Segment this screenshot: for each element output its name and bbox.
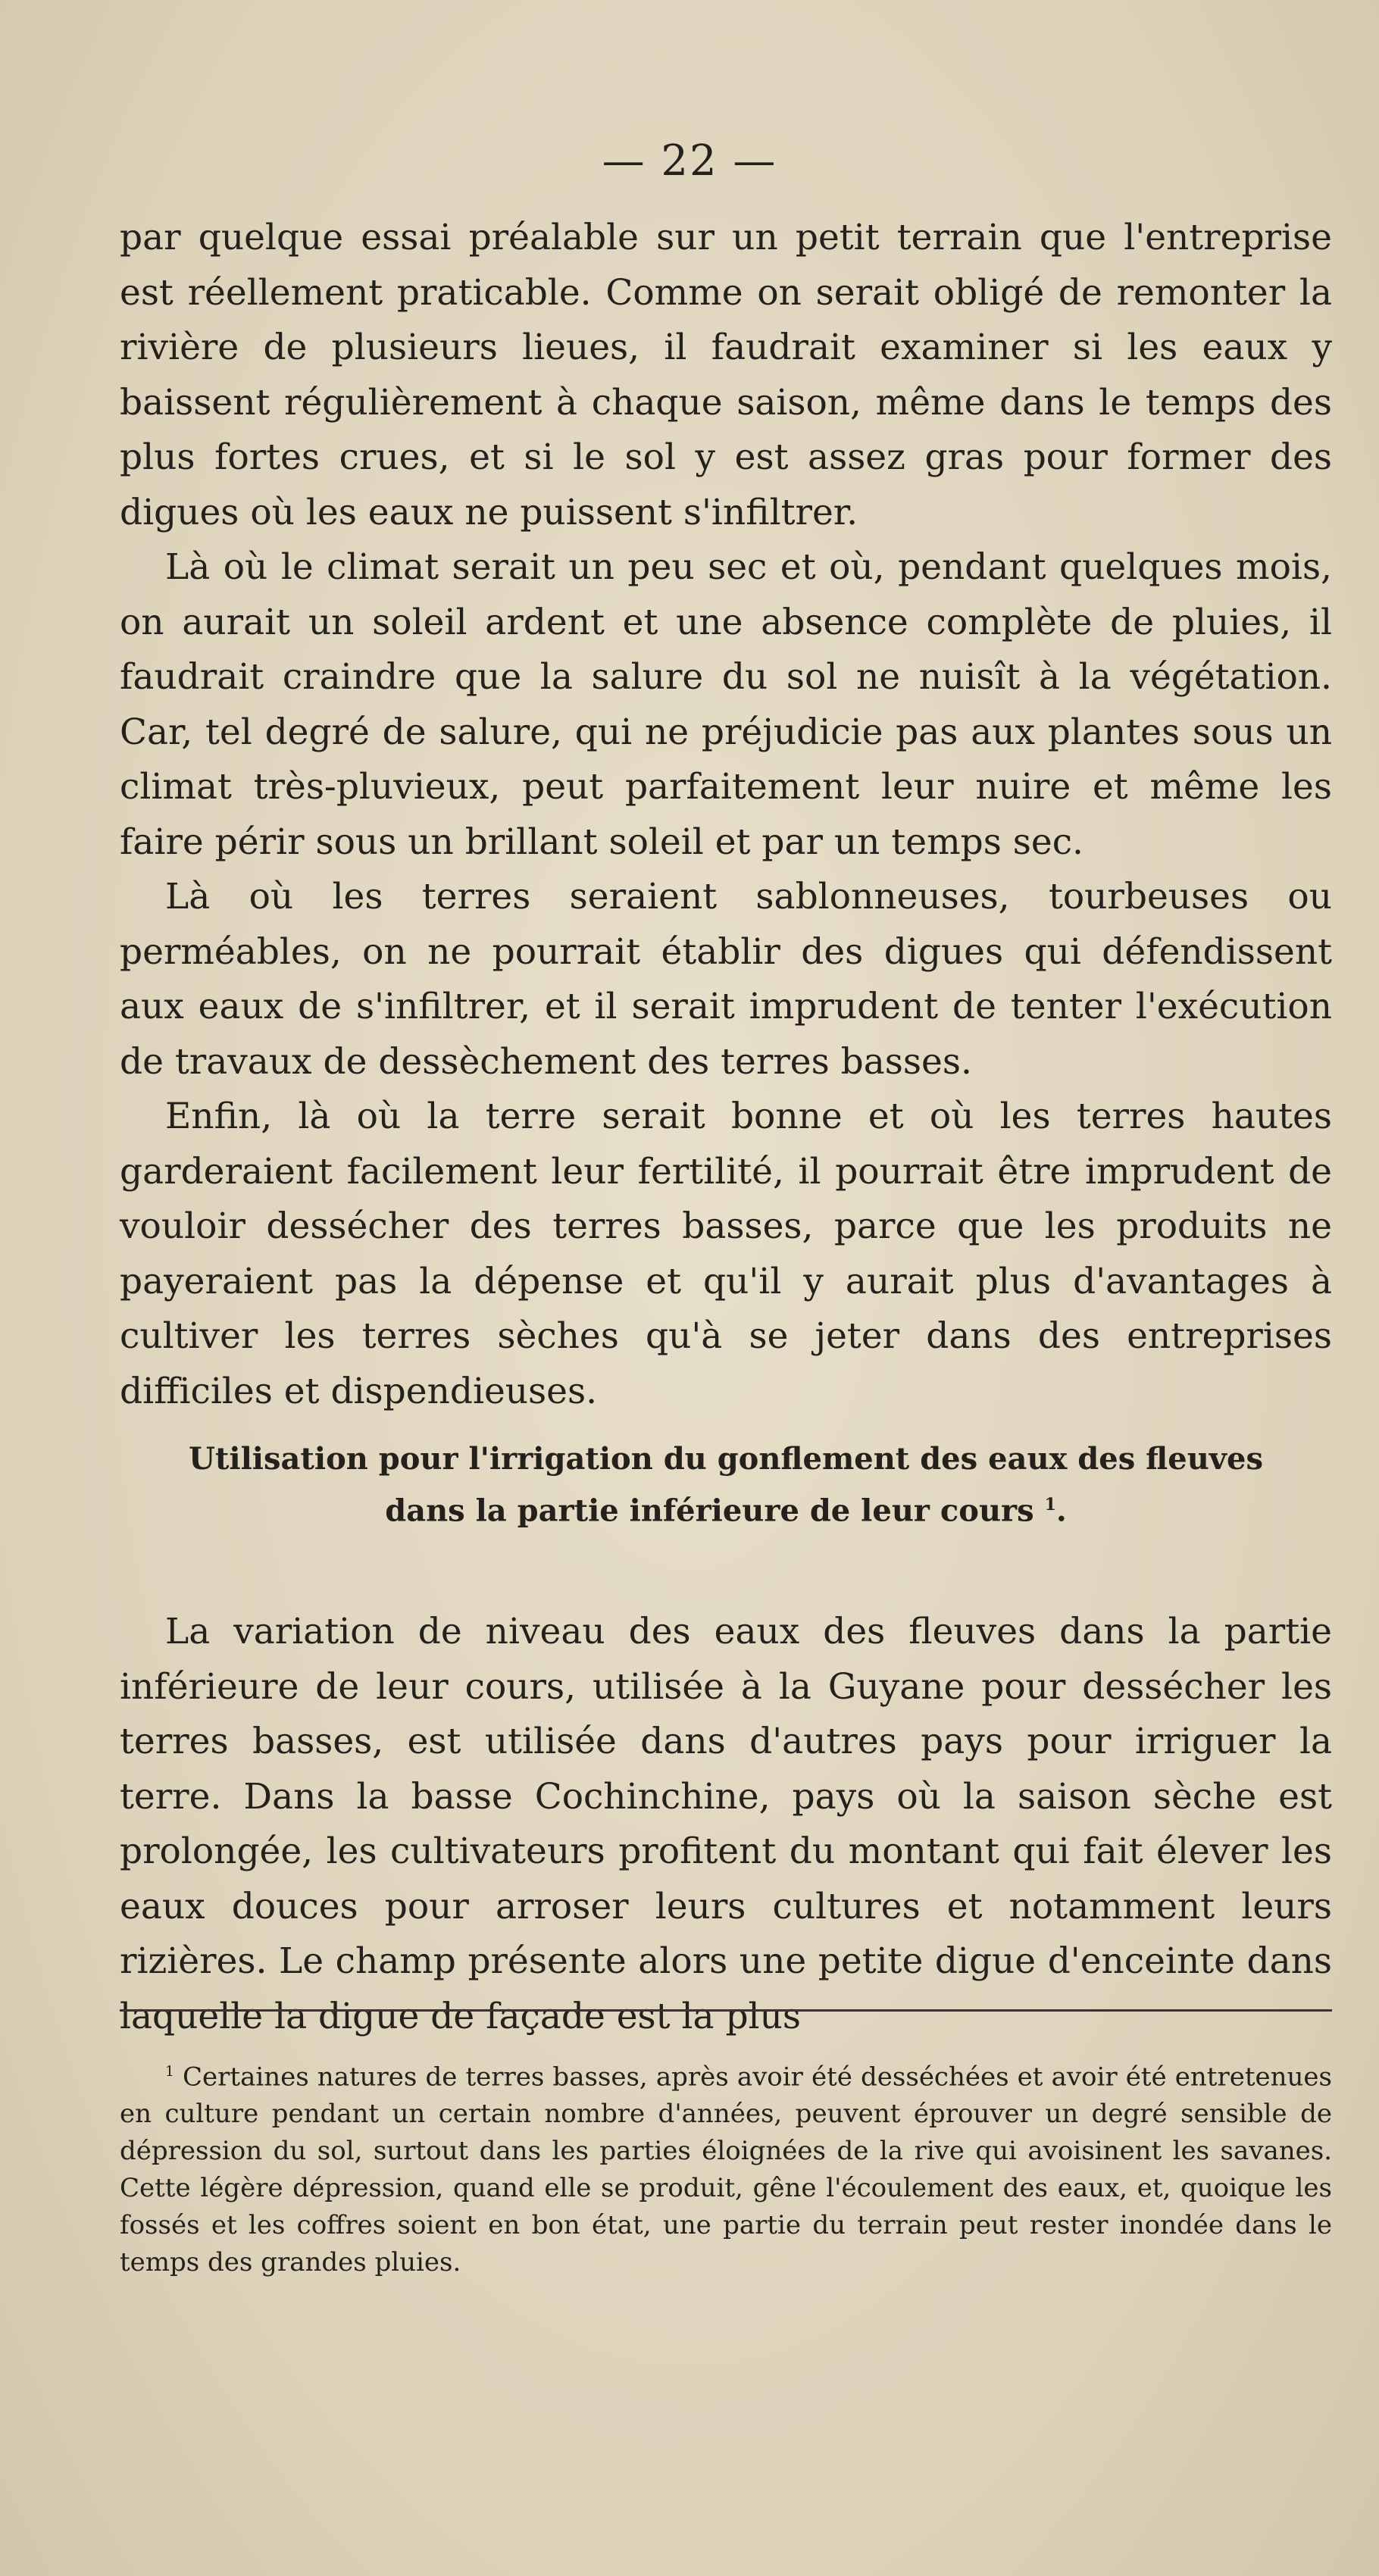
- paragraph-4: Enfin, là où la terre serait bonne et où les terres hautes garderaient facilement leur fertilité, il pourrait être imprudent de vouloir dessécher des terres basses, parce que les produits ne payeraient pas la dépense et qu'il y aurait plus d'avantages à cultiver les terres sèches qu'à se jeter dans des entreprises difficiles et dispendieuses.: [120, 1096, 1332, 1412]
- paragraph-2: Là où le climat serait un peu sec et où, pendant quelques mois, on aurait un soleil ardent et une absence complète de pluies, il faudrait craindre que la salure du sol ne nuisît à la végétation. Car, tel degré de salure, qui ne préjudicie pas aux plantes sous un climat très-pluvieux, peut parfaitement leur nuire et même les faire périr sous un brillant soleil et par un temps sec.: [120, 546, 1332, 863]
- section-heading-line-2-text: dans la partie inférieure de leur cours: [385, 1493, 1034, 1529]
- main-text: [120, 211, 1332, 1419]
- section-heading-line-2: dans la partie inférieure de leur cours $^1$.: [385, 1493, 1067, 1529]
- footnote: [120, 2053, 1332, 2281]
- page-number: — 22 —: [602, 136, 777, 186]
- footnote-reference: 1: [1044, 1495, 1056, 1515]
- paragraph-3: Là où les terres seraient sablonneuses, tourbeuses ou perméables, on ne pourrait établir des digues qui défendissent aux eaux de s'infiltrer, et il serait imprudent de tenter l'exécution de travaux de dessèchement des terres basses.: [120, 876, 1332, 1083]
- section-heading: [120, 1436, 1332, 1533]
- footnote-paragraph: [120, 2053, 1332, 2281]
- footnote-divider: [120, 2009, 1332, 2012]
- section-paragraph: La variation de niveau des eaux des fleuves dans la partie inférieure de leur cours, utilisée à la Guyane pour dessécher les terres basses, est utilisée dans d'autres pays pour irriguer la terre. Dans la basse Cochinchine, pays où la saison sèche est prolongée, les cultivateurs profitent du montant qui fait élever les eaux douces pour arroser leurs cultures et notamment leurs rizières. Le champ présente alors une petite digue d'enceinte dans laquelle la digue de façade est la plus: [120, 1611, 1332, 2037]
- footnote-text: Certaines natures de terres basses, après avoir été desséchées et avoir été entretenues en culture pendant un certain nombre d'années, peuvent éprouver un degré sensible de dépression du sol, surtout dans les parties éloignées de la rive qui avoisinent les savanes. Cette légère dépression, quand elle se produit, gêne l'écoulement des eaux, et, quoique les fossés et les coffres soient en bon état, une partie du terrain peut rester inondée dans le temps des grandes pluies.: [120, 2062, 1332, 2278]
- paragraph-1: par quelque essai préalable sur un petit terrain que l'entreprise est réellement praticable. Comme on serait obligé de remonter la rivière de plusieurs lieues, il faudrait examiner si les eaux y baissent régulièrement à chaque saison, même dans le temps des plus fortes crues, et si le sol y est assez gras pour former des digues où les eaux ne puissent s'infiltrer.: [120, 217, 1332, 533]
- section-heading-line-1: Utilisation pour l'irrigation du gonflement des eaux des fleuves: [189, 1441, 1263, 1477]
- section-text: [120, 1605, 1332, 2044]
- footnote-marker: 1: [165, 2064, 174, 2080]
